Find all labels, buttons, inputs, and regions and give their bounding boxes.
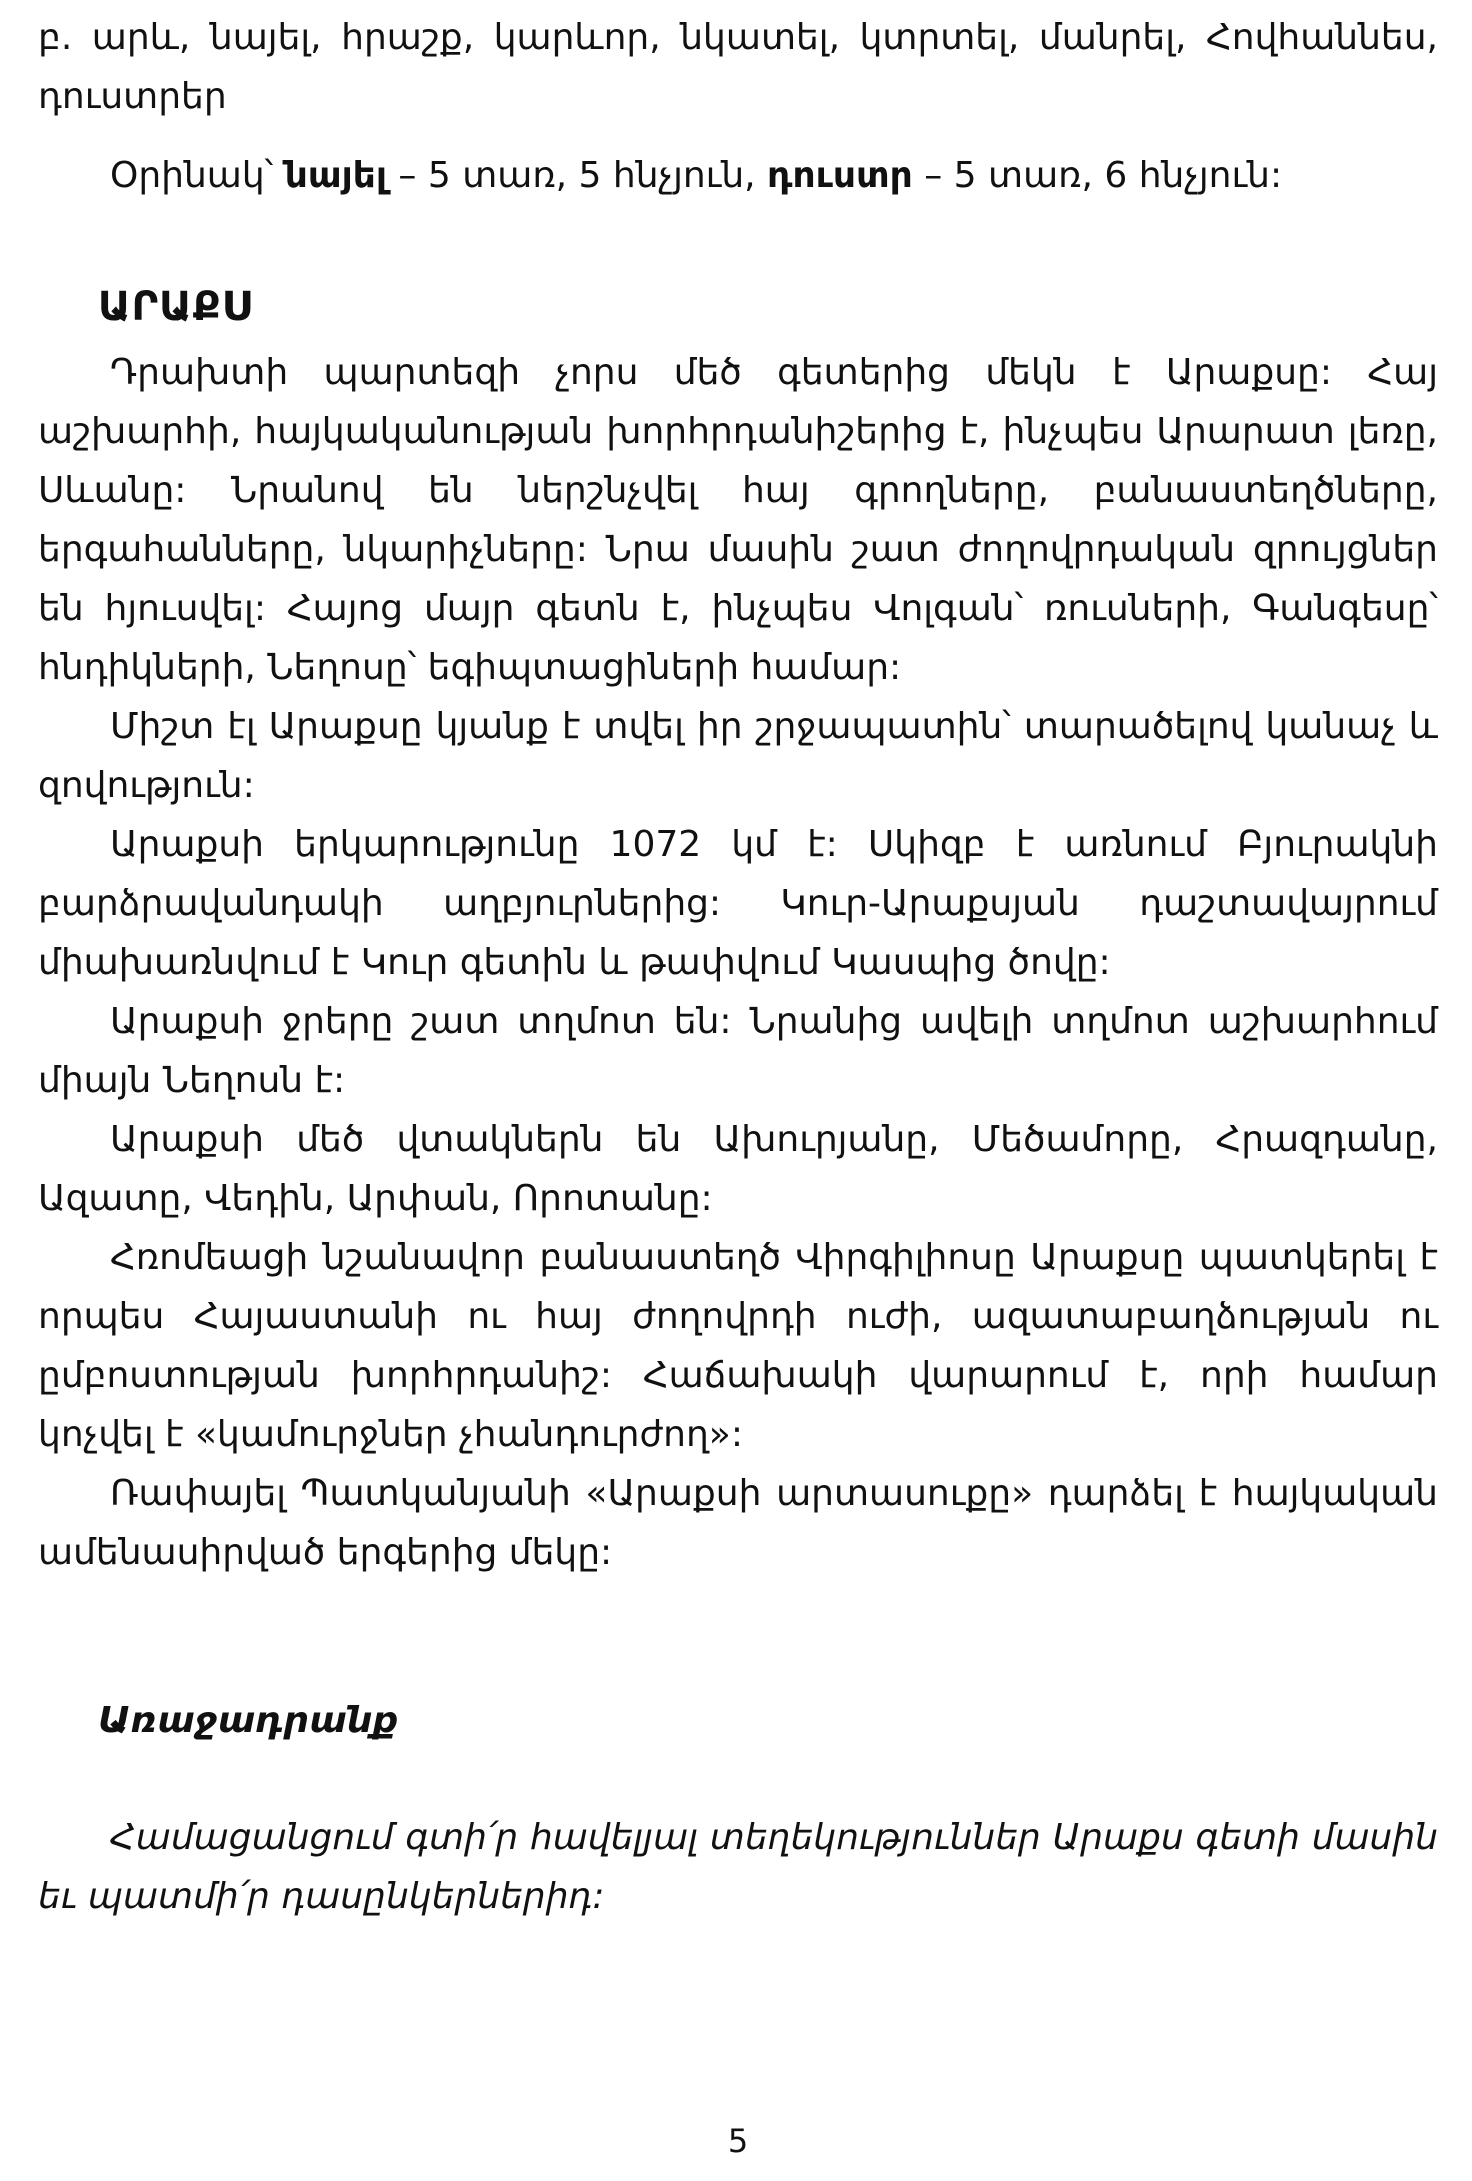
article-paragraph-7: Ռափայել Պատկանյանի «Արաքսի արտասուքը» դարձել է հայկական ամենասիրված երգերից մեկը: bbox=[38, 1473, 1438, 1573]
page-number: 5 bbox=[727, 2122, 749, 2160]
example-text-2: – 5 տառ, 6 հնչյուն: bbox=[912, 155, 1283, 196]
example-word-1: նայել bbox=[284, 155, 387, 196]
word-list-paragraph bbox=[38, 8, 1438, 126]
word-list-text: բ. արև, նայել, հրաշք, կարևոր, նկատել, կտրտել, մանրել, Հովհաննես, դուստրեր bbox=[38, 17, 1438, 117]
example-word-2: դուստր bbox=[767, 155, 913, 196]
article-paragraph-3: Արաքսի երկարությունը 1072 կմ է: Սկիզբ է առնում Բյուրակնի բարձրավանդակի աղբյուրներից: Կուր-Արաքսյան դաշտավայրում միախառնվում է Կուր գետին և թափվում Կասպից ծովը: bbox=[38, 824, 1438, 983]
article-paragraph-4: Արաքսի ջրերը շատ տղմոտ են: Նրանից ավելի տղմոտ աշխարհում միայն Նեղոսն է: bbox=[38, 1001, 1438, 1101]
article-body bbox=[38, 343, 1438, 1582]
article-paragraph-6: Հռոմեացի նշանավոր բանաստեղծ Վիրգիլիոսը Արաքսը պատկերել է որպես Հայաստանի ու հայ ժողովրդի ուժի, ազատաբաղձության ու ըմբոստության խորհրդանիշ: Հաճախակի վարարում է, որի համար կոչվել է «կամուրջներ չհանդուրժող»: bbox=[38, 1237, 1438, 1455]
task-text: Համացանցում գտի՛ր հավելյալ տեղեկություններ Արաքս գետի մասին եւ պատմի՛ր դասընկերներիդ: bbox=[38, 1817, 1438, 1917]
article-paragraph-2: Միշտ էլ Արաքսը կյանք է տվել իր շրջապատին՝ տարածելով կանաչ և զովություն: bbox=[38, 706, 1438, 806]
example-prefix: Օրինակ՝ bbox=[110, 155, 285, 196]
example-paragraph bbox=[38, 146, 1438, 205]
section-heading: ԱՐԱՔՍ bbox=[98, 284, 252, 330]
article-paragraph-1: Դրախտի պարտեզի չորս մեծ գետերից մեկն է Արաքսը: Հայ աշխարհի, հայկականության խորհրդանիշերից է, ինչպես Արարատ լեռը, Սևանը: Նրանով են ներշնչվել հայ գրողները, բանաստեղծները, երգահանները, նկարիչները: Նրա մասին շատ ժողովրդական զրույցներ են հյուսվել: Հայոց մայր գետն է, ինչպես Վոլգան՝ ռուսների, Գանգեսը՝ հնդիկների, Նեղոսը՝ եգիպտացիների համար: bbox=[38, 352, 1438, 688]
example-text-1: – 5 տառ, 5 հնչյուն, bbox=[386, 155, 768, 196]
task-heading: Առաջադրանք bbox=[98, 1700, 399, 1741]
document-page bbox=[38, 0, 1438, 2181]
article-paragraph-5: Արաքսի մեծ վտակներն են Ախուրյանը, Մեծամորը, Հրազդանը, Ազատը, Վեդին, Արփան, Որոտանը: bbox=[38, 1119, 1438, 1219]
